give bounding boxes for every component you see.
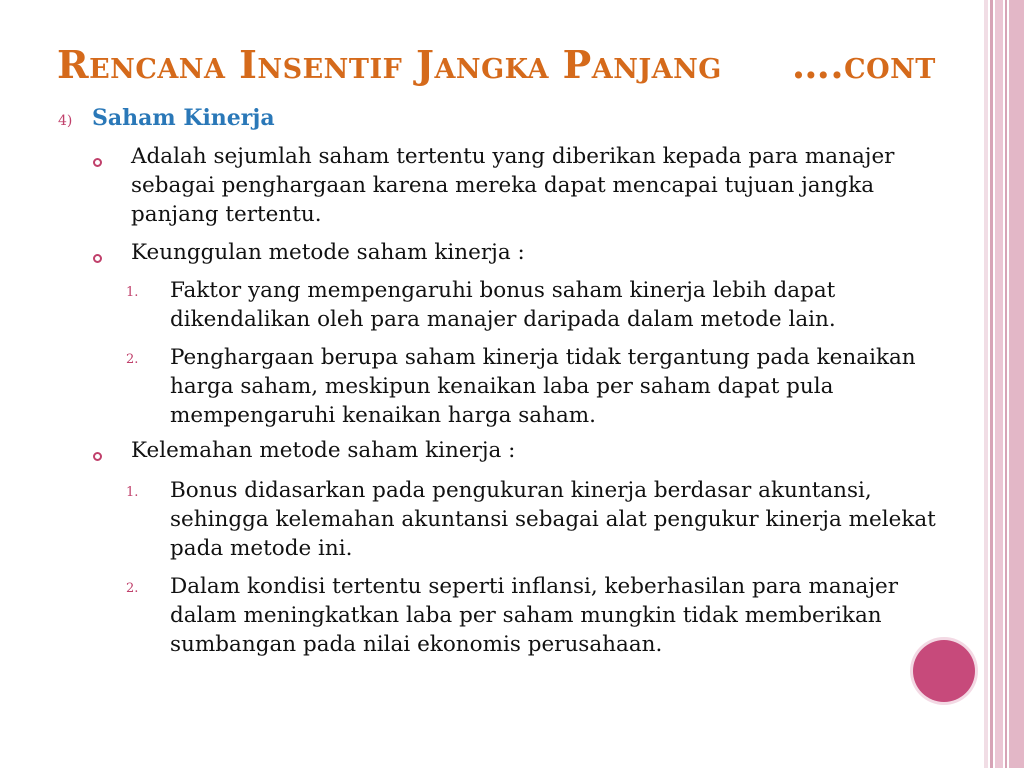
list-number: 1.: [126, 485, 139, 500]
bullet-point-disadvantages: Kelemahan metode saham kinerja :: [131, 438, 516, 463]
list-number: 2.: [126, 581, 139, 596]
list-number: 2.: [126, 352, 139, 367]
list-number: 1.: [126, 285, 139, 300]
section-number: 4): [58, 113, 73, 129]
slide-title-text: Rencana Insentif Jangka Panjang: [57, 42, 722, 87]
bullet-circle-icon: [93, 158, 102, 167]
section-heading: Saham Kinerja: [92, 105, 275, 131]
bullet-point-definition: Adalah sejumlah saham tertentu yang diberikan kepada para manajer sebagai penghargaan karena mereka dapat mencapai tujuan jangka panjang tertentu.: [131, 144, 895, 227]
list-item-disadvantage-1: Bonus didasarkan pada pengukuran kinerja berdasar akuntansi, sehingga kelemahan akuntansi sebagai alat pengukur kinerja melekat pada metode ini.: [170, 478, 936, 561]
list-item-disadvantage-2: Dalam kondisi tertentu seperti inflansi, keberhasilan para manajer dalam meningkatkan laba per saham mungkin tidak memberikan sumbangan pada nilai ekonomis perusahaan.: [170, 574, 899, 657]
list-item-advantage-2: Penghargaan berupa saham kinerja tidak tergantung pada kenaikan harga saham, meskipun kenaikan laba per saham dapat pula mempengaruhi kenaikan harga saham.: [170, 345, 916, 428]
bullet-circle-icon: [93, 452, 102, 461]
slide-title-suffix: ….cont: [791, 42, 936, 87]
list-item-advantage-1: Faktor yang mempengaruhi bonus saham kinerja lebih dapat dikendalikan oleh para manajer daripada dalam metode lain.: [170, 278, 836, 332]
bullet-circle-icon: [93, 254, 102, 263]
decorative-side-stripes: [984, 0, 1024, 768]
decorative-circle: [913, 640, 975, 702]
bullet-point-advantages: Keunggulan metode saham kinerja :: [131, 240, 525, 265]
slide-title: [57, 42, 937, 87]
